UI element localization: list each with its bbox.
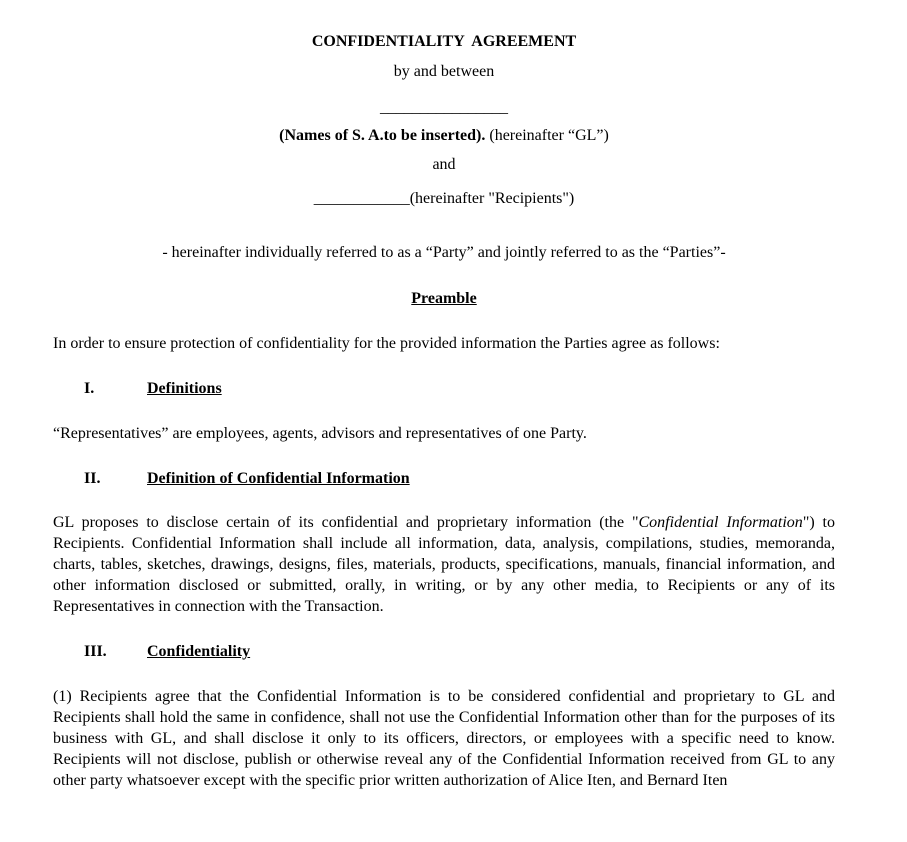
section-1-paragraph: “Representatives” are employees, agents, advisors and representatives of one Party.	[53, 425, 587, 442]
byline-by-and-between: by and between	[393, 63, 495, 80]
and-separator: and	[432, 156, 456, 173]
recipients-suffix: (hereinafter "Recipients")	[409, 190, 575, 207]
section-2-paragraph-italic-term: Confidential Information	[638, 514, 803, 531]
section-2-paragraph-part1: GL proposes to disclose certain of its confidential and proprietary information (the "	[53, 514, 639, 531]
section-1-title: Definitions	[147, 380, 222, 397]
party-gl-suffix: (hereinafter “GL”)	[485, 127, 609, 144]
parties-reference-line: - hereinafter individually referred to as a “Party” and jointly referred to as the “Parties”-	[162, 244, 726, 261]
section-1-heading	[53, 378, 835, 399]
party-gl-line	[53, 125, 835, 146]
section-2-paragraph-part2: ") to Recipients. Confidential Information shall include all information, data, analysis, compilations, studies, memoranda, charts, tables, sketches, drawings, designs, files, materials, products, specifications, manuals, financial information, and other information disclosed or submitted, orally, in writing, or by any other media, to Recipients or any of its Representatives in connection with the Transaction.	[53, 514, 835, 615]
section-2-title: Definition of Confidential Information	[147, 470, 410, 487]
section-3-heading	[53, 641, 835, 662]
section-2-heading	[53, 468, 835, 489]
preamble-heading: Preamble	[411, 290, 477, 307]
section-3-paragraph: (1) Recipients agree that the Confidential Information is to be considered confidential and proprietary to GL and Recipients shall hold the same in confidence, shall not use the Confidential Information other than for the purposes of its business with GL, and shall disclose it only to its officers, directors, or employees with a specific need to know. Recipients will not disclose, publish or otherwise reveal any of the Confidential Information received from GL to any other party whatsoever except with the specific prior written authorization of Alice Iten, and Bernard Iten	[53, 688, 835, 789]
preamble-paragraph: In order to ensure protection of confidentiality for the provided information the Parties agree as follows:	[53, 335, 720, 352]
recipients-blank-underscore: ____________	[313, 190, 410, 207]
recipients-line	[53, 188, 835, 209]
section-3-number: III.	[84, 643, 107, 660]
section-2-paragraph	[53, 512, 835, 617]
document-title: CONFIDENTIALITY AGREEMENT	[311, 33, 577, 50]
section-2-number: II.	[84, 470, 101, 487]
section-1-number: I.	[84, 380, 95, 397]
blank-underscore-line-top: ________________	[380, 99, 508, 116]
party-gl-name-placeholder: (Names of S. A.to be inserted).	[279, 127, 486, 144]
section-3-title: Confidentiality	[147, 643, 251, 660]
